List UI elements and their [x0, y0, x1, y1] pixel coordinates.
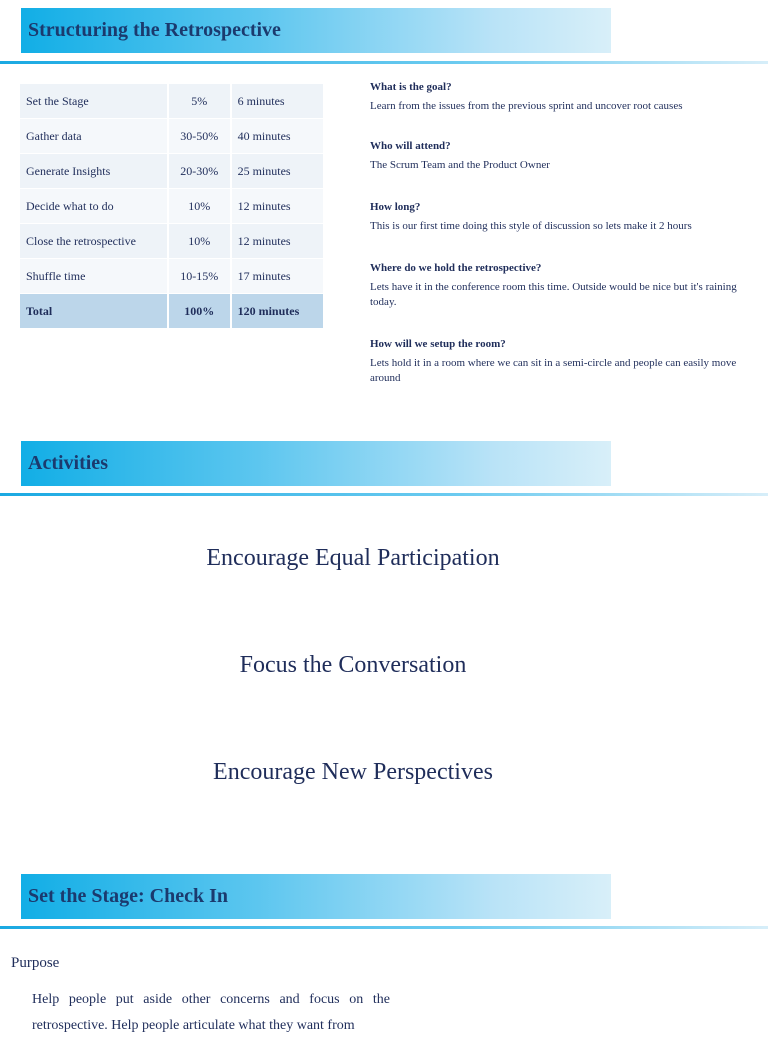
activity-item: Encourage New Perspectives [213, 759, 493, 785]
section-banner-structuring [21, 8, 611, 53]
table-cell-duration: 40 minutes [232, 119, 325, 154]
table-cell-percent: 10-15% [169, 259, 232, 294]
table-row [20, 189, 325, 224]
qa-question: How long? [370, 201, 421, 213]
qa-answer: Lets have it in the conference room this time. Outside would be nice but it's raining today. [370, 281, 737, 309]
qa-question: What is the goal? [370, 81, 452, 93]
qa-duration [370, 201, 750, 234]
qa-location [370, 262, 750, 311]
retrospective-plan-table [20, 84, 325, 329]
table-cell-duration: 17 minutes [232, 259, 325, 294]
qa-answer: The Scrum Team and the Product Owner [370, 159, 550, 171]
section-title: Activities [28, 452, 108, 474]
table-cell-duration: 6 minutes [232, 84, 325, 119]
table-cell-percent: 20-30% [169, 154, 232, 189]
qa-attendees [370, 140, 750, 173]
purpose-text: Help people put aside other concerns and focus on the retrospective. Help people articulate what they want from [32, 992, 390, 1033]
qa-question: Where do we hold the retrospective? [370, 262, 542, 274]
qa-answer: This is our first time doing this style of discussion so lets make it 2 hours [370, 220, 692, 232]
qa-question: Who will attend? [370, 140, 451, 152]
table-row [20, 84, 325, 119]
qa-goal [370, 81, 750, 114]
section-title: Set the Stage: Check In [28, 885, 228, 907]
table-row [20, 224, 325, 259]
table-cell-activity: Generate Insights [20, 154, 169, 189]
table-cell-duration: 12 minutes [232, 189, 325, 224]
section-banner-activities [21, 441, 611, 486]
qa-question: How will we setup the room? [370, 338, 506, 350]
table-cell-percent: 5% [169, 84, 232, 119]
section-divider [0, 493, 768, 496]
table-cell-duration: 12 minutes [232, 224, 325, 259]
table-row [20, 259, 325, 294]
table-row [20, 154, 325, 189]
activity-item: Focus the Conversation [239, 652, 467, 678]
section-banner-check-in [21, 874, 611, 919]
table-row [20, 119, 325, 154]
table-cell-percent: 100% [169, 294, 232, 329]
table-cell-activity: Total [20, 294, 169, 329]
activity-item: Encourage Equal Participation [206, 545, 500, 571]
table-cell-duration: 25 minutes [232, 154, 325, 189]
section-title: Structuring the Retrospective [28, 19, 281, 41]
table-cell-activity: Set the Stage [20, 84, 169, 119]
qa-answer: Learn from the issues from the previous sprint and uncover root causes [370, 100, 683, 112]
table-cell-activity: Close the retrospective [20, 224, 169, 259]
table-cell-percent: 10% [169, 189, 232, 224]
table-cell-percent: 30-50% [169, 119, 232, 154]
table-cell-activity: Shuffle time [20, 259, 169, 294]
section-divider [0, 926, 768, 929]
table-cell-percent: 10% [169, 224, 232, 259]
table-cell-duration: 120 minutes [232, 294, 325, 329]
section-divider [0, 61, 768, 64]
table-cell-activity: Gather data [20, 119, 169, 154]
qa-answer: Lets hold it in a room where we can sit in a semi-circle and people can easily move around [370, 357, 737, 385]
purpose-label: Purpose [11, 955, 60, 971]
table-cell-activity: Decide what to do [20, 189, 169, 224]
table-total-row [20, 294, 325, 329]
qa-room-setup [370, 338, 750, 387]
